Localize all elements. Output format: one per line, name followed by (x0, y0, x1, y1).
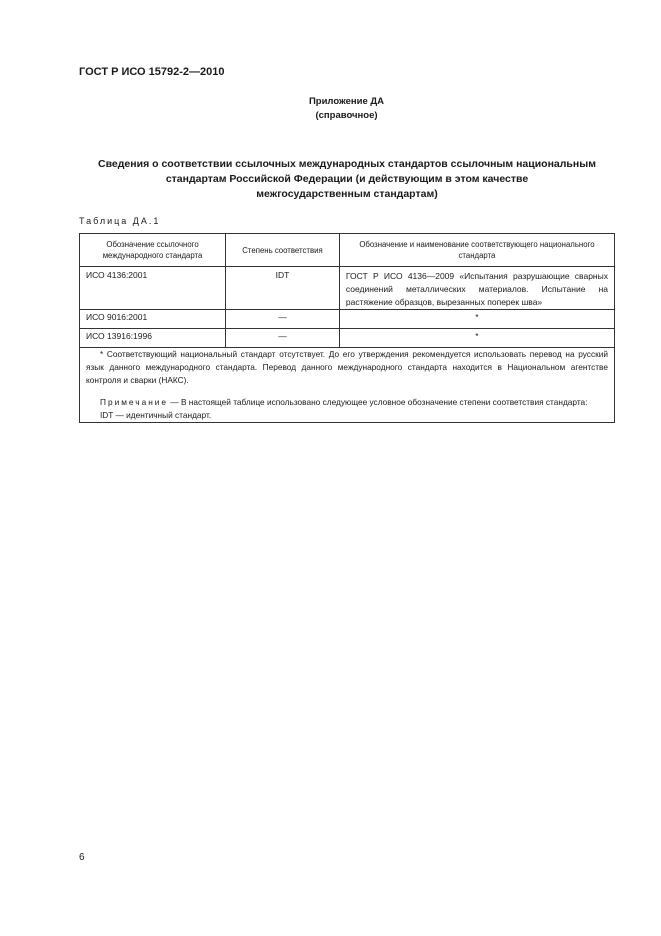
cell-national: * (339, 329, 614, 348)
table-row (80, 267, 615, 310)
heading-line-3: межгосударственным стандартам) (256, 188, 438, 200)
table-header-row (80, 234, 615, 267)
cell-national: * (339, 310, 614, 329)
note-item: IDT — идентичный стандарт. (100, 410, 212, 420)
cell-reference: ИСО 13916:1996 (80, 329, 226, 348)
table-caption: Таблица ДА.1 (79, 216, 161, 226)
annex-subtitle: (справочное) (315, 110, 378, 121)
heading-line-2: стандартам Российской Федерации (и действующим в этом качестве (165, 173, 529, 185)
cell-national: ГОСТ Р ИСО 4136—2009 «Испытания разрушающие сварных соединений металлических материалов. Испытание на растяжение образцов, вырезанных поперек шва» (339, 267, 614, 310)
correspondence-table (79, 233, 615, 423)
header-reference-standard: Обозначение ссылочного международного стандарта (80, 234, 226, 267)
page-number: 6 (79, 852, 85, 863)
cell-degree: — (226, 310, 340, 329)
header-national-standard: Обозначение и наименование соответствующего национального стандарта (339, 234, 614, 267)
note-text: — В настоящей таблице использовано следующее условное обозначение степени соответствия стандарта: (168, 397, 588, 407)
cell-degree: — (226, 329, 340, 348)
section-heading (79, 157, 615, 202)
table-notes (80, 348, 615, 423)
note (86, 396, 608, 409)
annex-title: Приложение ДА (308, 96, 385, 107)
table-row (80, 310, 615, 329)
table-notes-row (80, 348, 615, 423)
cell-reference: ИСО 9016:2001 (80, 310, 226, 329)
heading-line-1: Сведения о соответствии ссылочных международных стандартов ссылочным национальным (98, 158, 596, 170)
table-row (80, 329, 615, 348)
cell-reference: ИСО 4136:2001 (80, 267, 226, 310)
standard-code: ГОСТ Р ИСО 15792-2—2010 (79, 66, 225, 78)
note-label: Примечание (100, 397, 169, 407)
footnote: * Соответствующий национальный стандарт отсутствует. До его утверждения рекомендуется использовать перевод на русский язык данного международного стандарта. Перевод данного международного стандарта находится в Национальном агентстве контроля и сварки (НАКС). (86, 349, 608, 385)
cell-degree: IDT (226, 267, 340, 310)
header-degree: Степень соответствия (226, 234, 340, 267)
